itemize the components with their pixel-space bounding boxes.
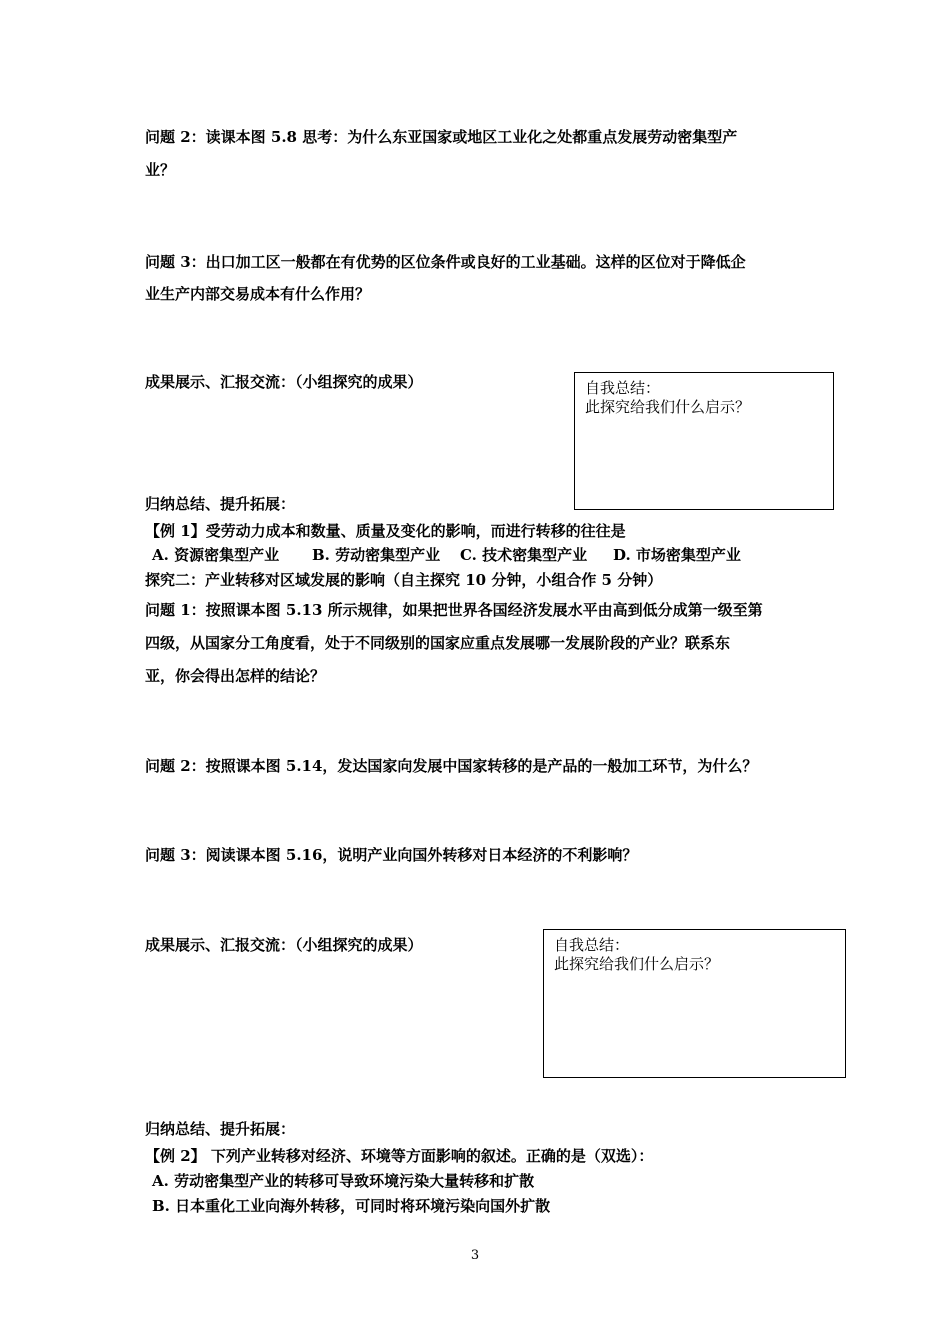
page-number: 3 [470,1248,480,1263]
results-show-1: 成果展示、汇报交流：（小组探究的成果） [145,373,423,391]
q3-line2: 业生产内部交易成本有什么作用？ [145,285,371,303]
self-summary-question: 此探究给我们什么启示？ [554,955,720,973]
example-2-option-b: B. 日本重化工业向海外转移，可同时将环境污染向国外扩散 [152,1197,551,1215]
self-summary-question: 此探究给我们什么启示？ [585,398,751,416]
example-2-option-a: A. 劳动密集型产业的转移可导致环境污染大量转移和扩散 [152,1172,535,1190]
q3-line1: 问题 3：出口加工区一般都在有优势的区位条件或良好的工业基础。这样的区位对于降低企 [145,253,746,271]
example-1: 【例 1】受劳动力成本和数量、质量及变化的影响，而进行转移的往往是 [145,522,626,540]
q2-line1: 问题 2：读课本图 5.8 思考：为什么东亚国家或地区工业化之处都重点发展劳动密集型产 [145,128,738,146]
s2-q1-line1: 问题 1：按照课本图 5.13 所示规律，如果把世界各国经济发展水平由高到低分成第一级至第 [145,601,763,619]
option-b: B. 劳动密集型产业 [312,546,441,564]
s2-q1-line2: 四级，从国家分工角度看，处于不同级别的国家应重点发展哪一发展阶段的产业？联系东 [145,634,731,652]
s2-q1-line3: 亚，你会得出怎样的结论？ [145,667,326,685]
example-2: 【例 2】 下列产业转移对经济、环境等方面影响的叙述。正确的是（双选）： [145,1147,654,1165]
summary-heading-1: 归纳总结、提升拓展： [145,495,296,513]
results-show-2: 成果展示、汇报交流：（小组探究的成果） [145,936,423,954]
q2-line2: 业？ [145,161,176,179]
option-a: A. 资源密集型产业 [152,546,280,564]
self-summary-title: 自我总结： [585,379,661,397]
option-c: C. 技术密集型产业 [460,546,588,564]
self-summary-box-1 [574,372,834,510]
s2-q2: 问题 2：按照课本图 5.14，发达国家向发展中国家转移的是产品的一般加工环节，为什么？ [145,757,758,775]
example-1-options [152,545,741,565]
option-d: D. 市场密集型产业 [613,546,741,564]
self-summary-title: 自我总结： [554,936,630,954]
summary-heading-2: 归纳总结、提升拓展： [145,1120,296,1138]
self-summary-box-2 [543,929,846,1078]
s2-q3: 问题 3：阅读课本图 5.16，说明产业向国外转移对日本经济的不利影响？ [145,846,638,864]
inquiry-2-heading: 探究二：产业转移对区域发展的影响（自主探究 10 分钟，小组合作 5 分钟） [145,571,663,589]
